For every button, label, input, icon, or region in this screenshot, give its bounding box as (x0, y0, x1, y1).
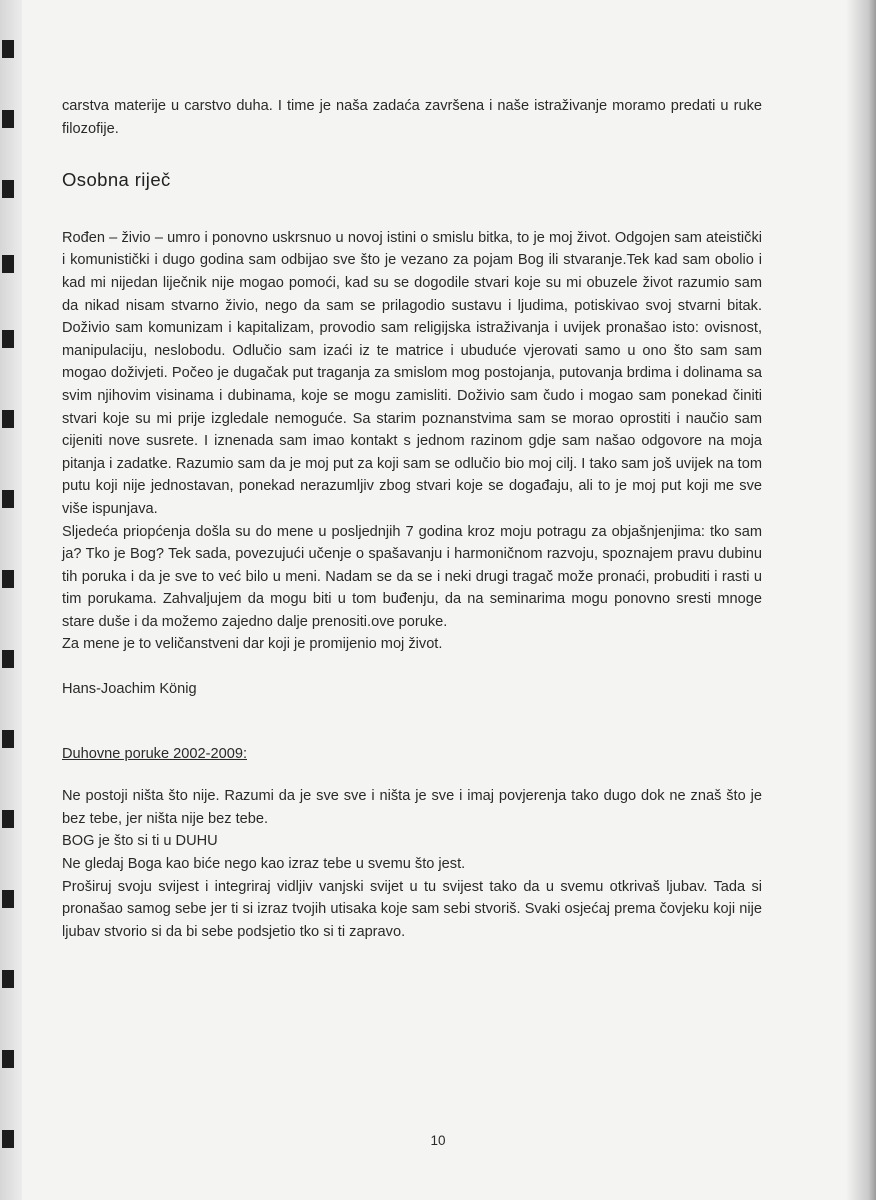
binding-mark (2, 570, 14, 588)
binding-mark (2, 890, 14, 908)
page-number: 10 (430, 1133, 446, 1148)
binding-mark (2, 40, 14, 58)
binding-mark (2, 330, 14, 348)
binding-edge (0, 0, 22, 1200)
binding-mark (2, 970, 14, 988)
intro-paragraph: carstva materije u carstvo duha. I time je naša zadaća završena i naše istraživanje moramo predati u ruke filozofije. (62, 98, 762, 137)
messages-heading: Duhovne poruke 2002-2009: (62, 745, 247, 762)
binding-mark (2, 1050, 14, 1068)
binding-mark (2, 110, 14, 128)
page-edge-shadow (846, 0, 876, 1200)
signature: Hans-Joachim König (62, 681, 197, 698)
message-paragraph: Ne gledaj Boga kao biće nego kao izraz tebe u svemu što jest. (62, 856, 466, 873)
message-paragraph: Proširuj svoju svijest i integriraj vidljiv vanjski svijet u tu svijest tako da u svemu otkrivaš ljubav. Tada si pronašao samog sebe jer ti si izraz tvojih utisaka koje sam sebi stvoriš. Svaki osjećaj prema čovjeku koji nije ljubav stvorio si da bi sebe podsjetio tko si ti zapravo. (62, 878, 762, 940)
section-title: Osobna riječ (62, 169, 171, 191)
binding-mark (2, 810, 14, 828)
binding-mark (2, 490, 14, 508)
binding-mark (2, 410, 14, 428)
binding-mark (2, 255, 14, 273)
page-body (62, 95, 762, 943)
body-paragraph: Za mene je to veličanstveni dar koji je promijenio moj život. (62, 636, 443, 653)
message-paragraph: Ne postoji ništa što nije. Razumi da je sve sve i ništa je sve i imaj povjerenja tako dugo dok ne znaš što je bez tebe, jer ništa nije bez tebe. (62, 788, 762, 827)
body-paragraph: Rođen – živio – umro i ponovno uskrsnuo u novoj istini o smislu bitka, to je moj život. Odgojen sam ateistički i komunistički i dugo godina sam odbijao sve što je vezano za pojam Bog ili stvaranje.Tek kad sam obolio i kad mi nijedan liječnik nije mogao pomoći, kad su se dogodile stvari koje su mi obuzele život razumio sam da nikad nisam stvarno živio, nego da sam se prilagodio sustavu i ljudima, potiskivao svoj stvarni bitak. Doživio sam komunizam i kapitalizam, provodio sam religijska istraživanja i uvijek pronašao isto: ovisnost, manipulaciju, neslobodu. Odlučio sam izaći iz te matrice i ubuduće vjerovati samo u ono što sam sam mogao doživjeti. Počeo je dugačak put traganja za smislom mog postojanja, putovanja brdima i dolinama sa svim njihovim visinama i dubinama, koje se mogu zamisliti. Doživio sam čudo i mogao sam ponekad činiti stvari koje su mi prije izgledale nemoguće. Sa starim poznanstvima sam se morao oprostiti i naučio sam cijeniti nove susrete. I iznenada sam imao kontakt s jednom razinom gdje sam našao odgovore na moja pitanja i zadatke. Razumio sam da je moj put za koji sam se odlučio bio moj cilj. I tako sam još uvijek na tom putu koji nije jednostavan, ponekad nerazumljiv zbog stvari koje se događaju, ali to je moj put koji me sve više ispunjava. (62, 229, 762, 517)
binding-mark (2, 730, 14, 748)
body-paragraph: Sljedeća priopćenja došla su do mene u posljednjih 7 godina kroz moju potragu za objašnjenjima: tko sam ja? Tko je Bog? Tek sada, povezujući učenje o spašavanju i harmoničnom razvoju, spoznajem pravu dubinu tih poruka i da je sve to već bilo u meni. Nadam se da se i neki drugi tragač može pronaći, probuditi i rasti u tim porukama. Zahvaljujem da mogu biti u tom buđenju, da na seminarima mogu ponovno sresti mnoge stare duše i da možemo zajedno dalje prenositi.ove poruke. (62, 523, 762, 630)
binding-mark (2, 650, 14, 668)
message-paragraph: BOG je što si ti u DUHU (62, 833, 218, 850)
binding-mark (2, 180, 14, 198)
